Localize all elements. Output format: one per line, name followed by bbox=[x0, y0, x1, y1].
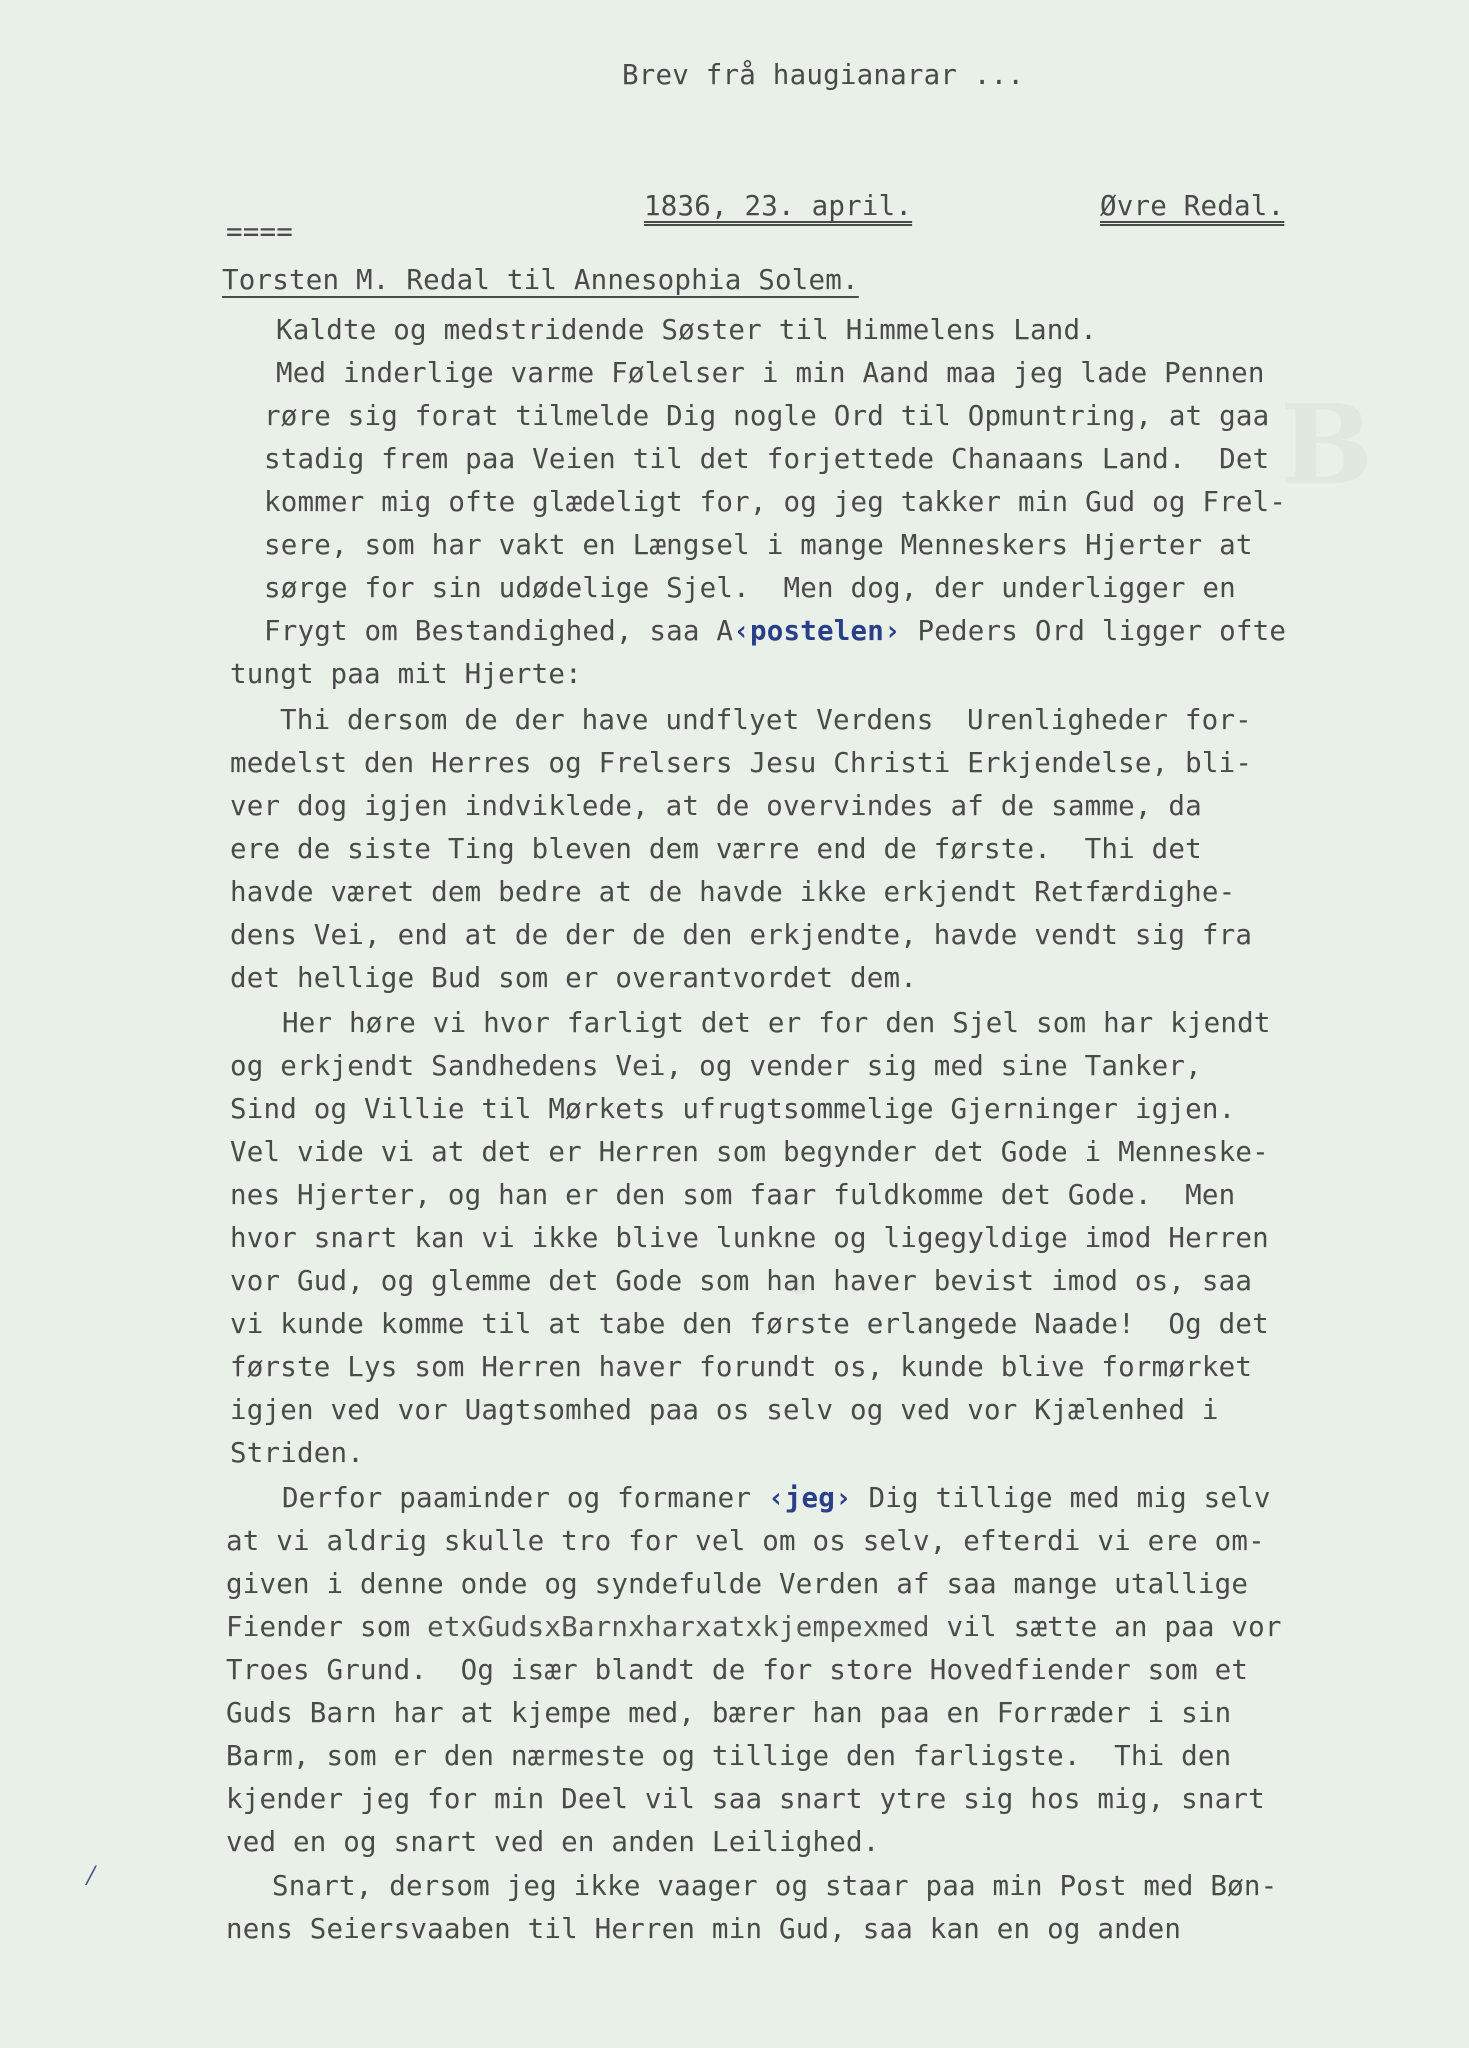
editorial-insertion: ‹jeg› bbox=[767, 1482, 852, 1514]
show-through-text: B bbox=[1280, 380, 1373, 509]
body-line: Guds Barn har at kjempe med, bærer han paa en Forræder i sin bbox=[226, 1697, 1232, 1729]
body-line: stadig frem paa Veien til det forjettede Chanaans Land. Det bbox=[264, 443, 1270, 475]
body-line: medelst den Herres og Frelsers Jesu Christi Erkjendelse, bli- bbox=[230, 747, 1253, 779]
body-line: vor Gud, og glemme det Gode som han haver bevist imod os, saa bbox=[230, 1265, 1253, 1297]
show-through-text: . bbox=[780, 1190, 819, 1319]
body-line: Vel vide vi at det er Herren som begynder det Gode i Menneske- bbox=[230, 1136, 1269, 1168]
body-line: sere, som har vakt en Længsel i mange Menneskers Hjerter at bbox=[264, 529, 1253, 561]
body-line: Kaldte og medstridende Søster til Himmelens Land. bbox=[276, 314, 1098, 346]
letter-date: 1836, 23. april. bbox=[644, 190, 913, 222]
body-line: ver dog igjen indviklede, at de overvindes af de samme, da bbox=[230, 790, 1202, 822]
body-line: Sind og Villie til Mørkets ufrugtsommelige Gjerninger igjen. bbox=[230, 1093, 1236, 1125]
body-line: vi kunde komme til at tabe den første erlangede Naade! Og det bbox=[230, 1308, 1269, 1340]
letter-place: Øvre Redal. bbox=[1100, 190, 1285, 222]
body-line: Snart, dersom jeg ikke vaager og staar paa min Post med Bøn- bbox=[272, 1870, 1278, 1902]
struck-out-text: etxGudsxBarnxharxatxkjempexmed bbox=[427, 1611, 930, 1643]
body-line: given i denne onde og syndefulde Verden af saa mange utallige bbox=[226, 1568, 1249, 1600]
body-line: Striden. bbox=[230, 1437, 365, 1469]
body-line: igjen ved vor Uagtsomhed paa os selv og ved vor Kjælenhed i bbox=[230, 1394, 1219, 1426]
body-line: Troes Grund. Og især blandt de for store Hovedfiender som et bbox=[226, 1654, 1249, 1686]
body-line: det hellige Bud som er overantvordet dem. bbox=[230, 962, 918, 994]
letter-heading: Torsten M. Redal til Annesophia Solem. bbox=[222, 264, 859, 296]
running-title: Brev frå haugianarar ... bbox=[622, 59, 1025, 91]
body-line: ere de siste Ting bleven dem værre end de første. Thi det bbox=[230, 833, 1202, 865]
body-line: kjender jeg for min Deel vil saa snart ytre sig hos mig, snart bbox=[226, 1783, 1265, 1815]
body-line: havde været dem bedre at de havde ikke erkjendt Retfærdighe- bbox=[230, 876, 1236, 908]
body-line: Med inderlige varme Følelser i min Aand maa jeg lade Pennen bbox=[276, 357, 1265, 389]
margin-mark: ⁄ bbox=[82, 1858, 101, 1893]
body-line: Frygt om Bestandighed, saa A‹postelen› Peders Ord ligger ofte bbox=[264, 615, 1287, 647]
body-line: første Lys som Herren haver forundt os, kunde blive formørket bbox=[230, 1351, 1253, 1383]
body-line: hvor snart kan vi ikke blive lunkne og ligegyldige imod Herren bbox=[230, 1222, 1269, 1254]
body-line: Her høre vi hvor farligt det er for den Sjel som har kjendt bbox=[282, 1007, 1271, 1039]
body-line: sørge for sin udødelige Sjel. Men dog, der underligger en bbox=[264, 572, 1236, 604]
body-line: ved en og snart ved en anden Leilighed. bbox=[226, 1826, 880, 1858]
body-line: nens Seiersvaaben til Herren min Gud, saa kan en og anden bbox=[226, 1913, 1182, 1945]
body-line: Barm, som er den nærmeste og tillige den farligste. Thi den bbox=[226, 1740, 1232, 1772]
body-line: og erkjendt Sandhedens Vei, og vender sig med sine Tanker, bbox=[230, 1050, 1202, 1082]
body-line: kommer mig ofte glædeligt for, og jeg takker min Gud og Frel- bbox=[264, 486, 1287, 518]
body-line: Fiender som etxGudsxBarnxharxatxkjempexmed vil sætte an paa vor bbox=[226, 1611, 1282, 1643]
section-mark: ==== bbox=[226, 216, 294, 248]
body-line: Derfor paaminder og formaner ‹jeg› Dig tillige med mig selv bbox=[282, 1482, 1271, 1514]
editorial-insertion: ‹postelen› bbox=[733, 615, 901, 647]
body-line: Thi dersom de der have undflyet Verdens Urenligheder for- bbox=[280, 704, 1252, 736]
body-line: tungt paa mit Hjerte: bbox=[230, 658, 582, 690]
body-line: nes Hjerter, og han er den som faar fuldkomme det Gode. Men bbox=[230, 1179, 1236, 1211]
body-line: at vi aldrig skulle tro for vel om os selv, efterdi vi ere om- bbox=[226, 1525, 1265, 1557]
body-line: røre sig forat tilmelde Dig nogle Ord til Opmuntring, at gaa bbox=[264, 400, 1270, 432]
body-line: dens Vei, end at de der de den erkjendte, havde vendt sig fra bbox=[230, 919, 1253, 951]
